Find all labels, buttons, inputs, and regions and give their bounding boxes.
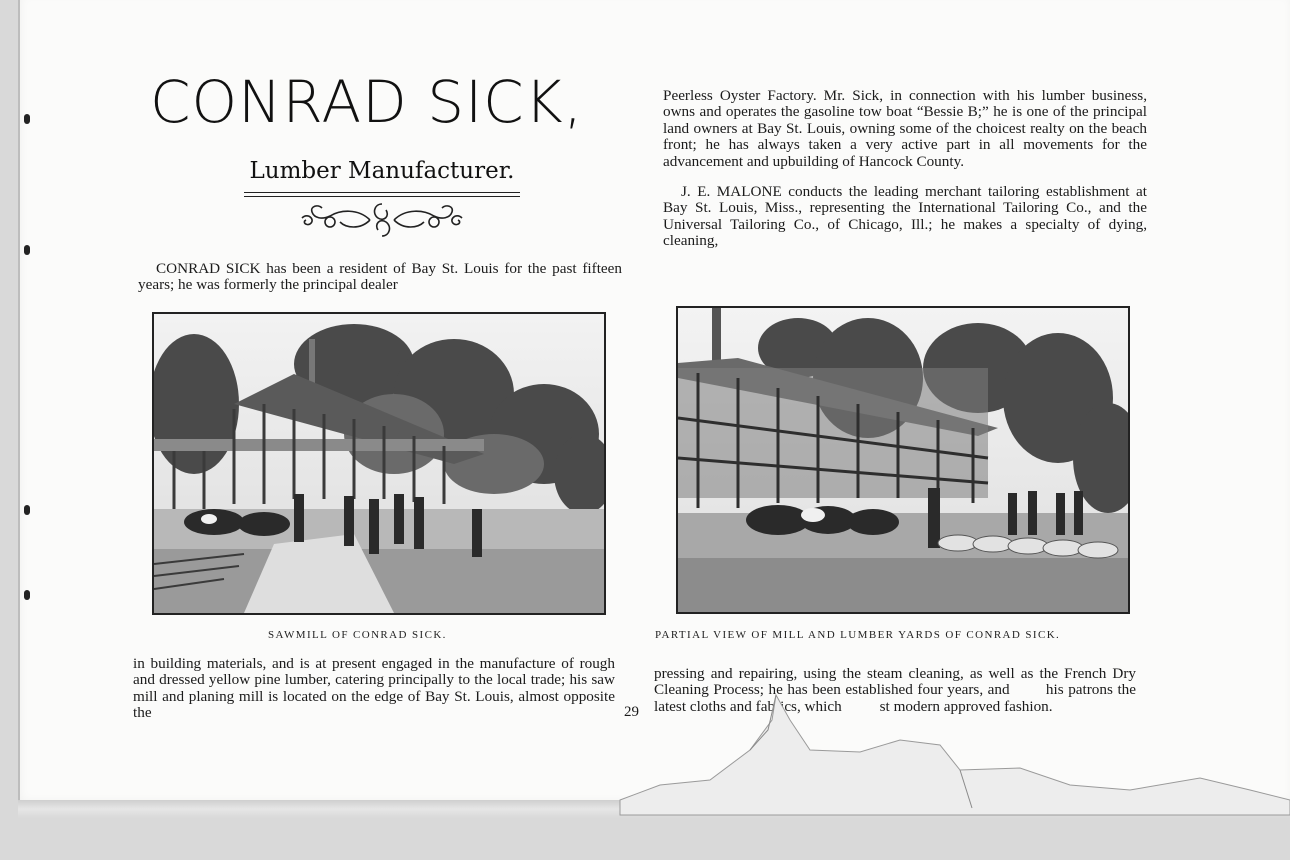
right-continuation-paragraph: pressing and repairing, using the steam cleaning, as well as the French Dry Cleaning Process; he has been established four years, and his patrons the latest cloths and fabrics, which st modern approved fashion. xyxy=(654,665,1136,715)
sawmill-photo xyxy=(152,312,606,615)
subtitle-rule xyxy=(244,192,520,193)
binding-hole xyxy=(24,114,30,124)
binding-hole xyxy=(24,590,30,600)
lumber-yard-photo xyxy=(676,306,1130,614)
intro-paragraph: CONRAD SICK has been a resident of Bay St. Louis for the past fifteen years; he was formerly the principal dealer xyxy=(138,260,622,294)
page-number: 29 xyxy=(624,704,639,720)
right-column-text: Peerless Oyster Factory. Mr. Sick, in connection with his lumber business, owns and operates the gasoline tow boat “Bessie B;” he is one of the principal land owners at Bay St. Louis, owning some of the choicest realty on the beach front; he has always taken a very active part in all movements for the advancement and upbuilding of Hancock County. J. E. MALONE conducts the leading merchant tailoring establishment at Bay St. Louis, Miss., representing the International Tailoring Co., and the Universal Tailoring Co., of Chicago, Ill.; he makes a specialty of dying, cleaning, xyxy=(663,87,1147,250)
torn-paper-damage xyxy=(600,690,1290,820)
page-title: CONRAD SICK, xyxy=(150,68,584,136)
photo-caption: PARTIAL VIEW OF MILL AND LUMBER YARDS OF CONRAD SICK. xyxy=(655,629,1061,641)
page-subtitle: Lumber Manufacturer. xyxy=(249,158,515,184)
flourish-ornament-icon xyxy=(300,198,465,242)
photo-caption: SAWMILL OF CONRAD SICK. xyxy=(268,629,447,641)
binding-hole xyxy=(24,245,30,255)
continuation-paragraph: in building materials, and is at present engaged in the manufacture of rough and dressed yellow pine lumber, catering principally to the local trade; his saw mill and planing mill is located on the edge of Bay St. Louis, almost opposite the xyxy=(133,655,615,722)
binding-hole xyxy=(24,505,30,515)
subtitle-rule xyxy=(244,196,520,197)
